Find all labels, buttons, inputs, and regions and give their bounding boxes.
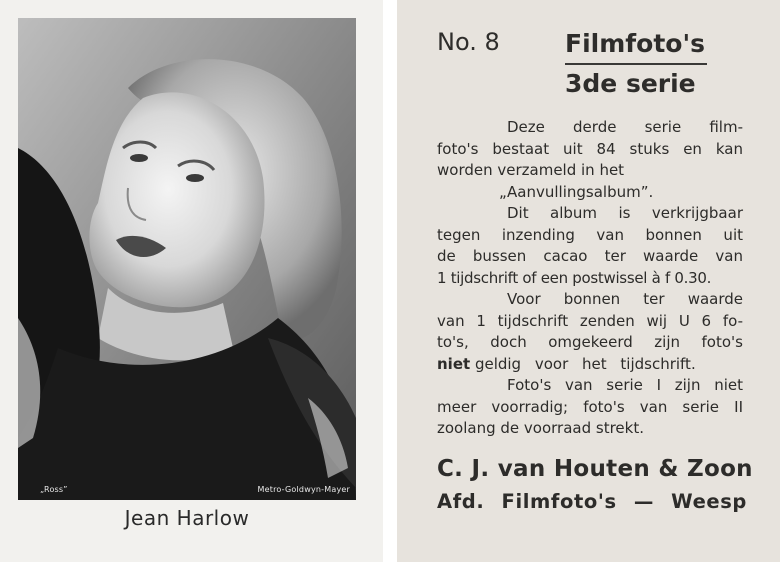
body-line: de bussen cacao ter waarde van [437,247,743,265]
title-underline [565,63,707,65]
body-line: tegen inzending van bonnen uit [437,225,743,244]
title-line-1: Filmfoto's [565,29,705,58]
body-line-emphasis [437,354,743,376]
description-text [437,117,743,440]
series-title [565,28,713,99]
body-line: 1 tijdschrift of een postwissel à f 0.30. [437,268,712,287]
body-line: Voor bonnen ter waarde [507,290,743,308]
company-name: C. J. van Houten & Zoon [437,456,753,482]
body-line: zoolang de voorraad strekt. [437,419,644,437]
body-line: to's, doch omgekeerd zijn foto's [437,333,743,351]
title-line-2: 3de serie [565,69,696,98]
body-line: Deze derde serie film- [507,118,743,136]
body-line: geldig voor het tijdschrift. [474,354,696,373]
body-line: worden verzameld in het [437,161,625,179]
body-line: Foto's van serie I zijn niet [507,376,743,394]
card-front [0,0,383,562]
body-line: Dit album is verkrijgbaar [507,204,743,222]
department-location: Afd. Filmfoto's — Weesp [437,490,747,513]
studio-credit: Metro-Goldwyn-Mayer [257,485,350,494]
body-line: foto's bestaat uit 84 stuks en kan [437,139,743,158]
card-divider [383,0,397,562]
body-line: „Aanvullingsalbum”. [499,182,654,201]
body-line: meer voorradig; foto's van serie II [437,397,743,416]
card-number: No. 8 [437,28,500,56]
body-line: van 1 tijdschrift zenden wij U 6 fo- [437,311,743,330]
emphasis-word: niet [437,354,471,373]
portrait-photo [18,18,356,500]
actress-name: Jean Harlow [124,506,250,530]
portrait-illustration [18,18,356,500]
card-back [397,0,780,562]
photographer-credit: „Ross” [40,485,68,494]
